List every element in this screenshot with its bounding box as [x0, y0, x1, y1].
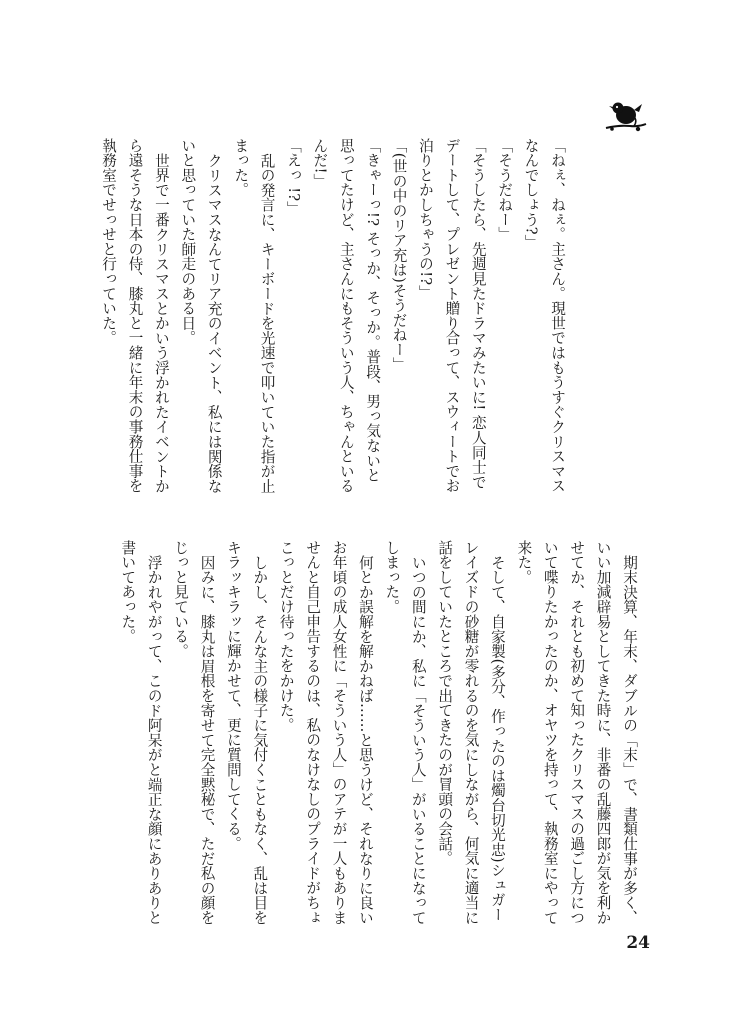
paragraph: 「えっ !?」 [284, 138, 302, 217]
paragraph: 世界で一番クリスマスとかいう浮かれたイベントから遠そうな日本の侍、膝丸と一緒に年末の事務仕事を執務室でせっせと行っていた。 [100, 138, 170, 494]
paragraph: 浮かれやがって、このド阿呆がと端正な顔にありありと書いてあった。 [119, 540, 163, 925]
paragraph: 因みに、膝丸は眉根を寄せて完全黙秘で、ただ私の顔をじっと見ている。 [172, 540, 216, 925]
lower-text-column [114, 540, 642, 935]
upper-text-column [95, 138, 570, 496]
paragraph: そして、自家製(多分、作ったのは燭台切光忠)シュガーレイズドの砂糖が零れるのを気にしながら、何気に適当に話をしていたところで出てきたのが冒頭の会話。 [436, 540, 506, 925]
paragraph: 乱の発言に、キーボードを光速で叩いていた指が止まった。 [232, 138, 276, 493]
paragraph: いつの間にか、私に「そういう人」がいることになってしまった。 [383, 540, 427, 925]
paragraph: 「きゃーっ!? そっか、そっか。普段、男っ気ないと思ってたけど、主さんにもそういう人、ちゃんといるんだ!」 [311, 138, 382, 494]
paragraph: 「そうしたら、先週見たドラマみたいに! 恋人同士でデートして、プレゼント贈り合って、スウィートでお泊りとかしちゃうの!?」 [416, 138, 487, 494]
paragraph: クリスマスなんてリア充のイベント、私には関係ないと思っていた師走のある日。 [179, 138, 223, 493]
bird-on-branch-icon [604, 98, 648, 132]
paragraph: 期末決算、年末、ダブルの「末」で、書類仕事が多く、いい加減辟易としてきた時に、非番の乱藤四郎が気を利かせてか、それとも初めて知ったクリスマスの過ごし方について喋りたかったのか、オヤツを持って、執務室にやって来た。 [515, 540, 638, 925]
paragraph: 「そうだねー」 [496, 138, 514, 242]
paragraph: 「(世の中のリア充は)そうだねー」 [390, 138, 408, 372]
page-number: 24 [626, 933, 650, 953]
paragraph: しかし、そんな主の様子に気付くこともなく、乱は目をキラッキラッに輝かせて、更に質問してくる。 [224, 540, 269, 925]
paragraph: 「ねぇ、ねぇ。主さん。現世ではもうすぐクリスマスなんでしょう?」 [522, 138, 566, 494]
paragraph: 何とか誤解を解かねば……と思うけど、それなりに良いお年頃の成人女性に「そういう人」のアテが一人もありませんと自己申告するのは、私のなけなしのプライドがちょこっとだけ待ったをかけた。 [277, 540, 374, 925]
